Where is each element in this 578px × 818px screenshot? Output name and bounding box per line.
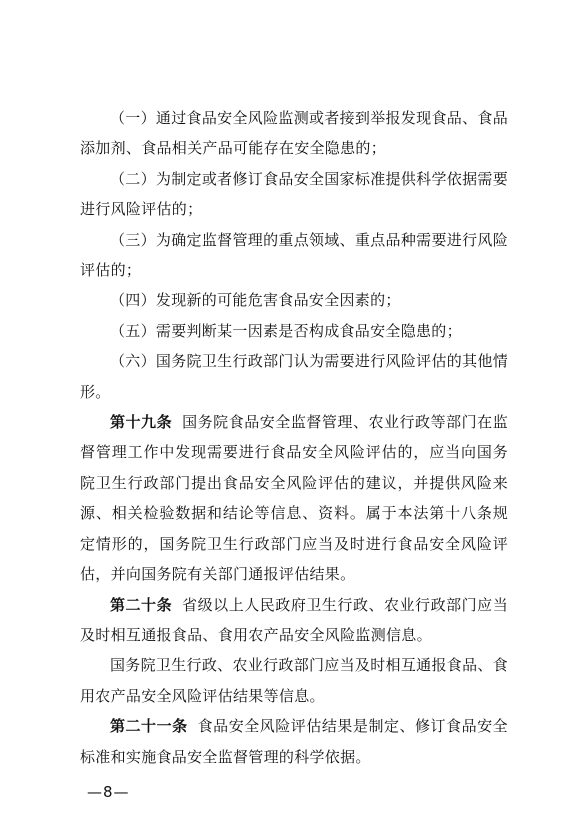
body-text xyxy=(80,103,508,772)
paragraph-text: 国务院卫生行政、农业行政部门应当及时相互通报食品、食用农产品安全风险评估结果等信息。 xyxy=(80,656,508,705)
paragraph-text: （四）发现新的可能危害食品安全因素的； xyxy=(110,291,401,310)
paragraph-text: （五）需要判断某一因素是否构成食品安全隐患的； xyxy=(110,321,462,340)
paragraph-text: （二）为制定或者修订食品安全国家标准提供科学依据需要进行风险评估的； xyxy=(80,169,508,219)
paragraph-text: （一）通过食品安全风险监测或者接到举报发现食品、食品添加剂、食品相关产品可能存在安全隐患的； xyxy=(80,109,508,158)
paragraph-item-2 xyxy=(80,164,508,225)
paragraph-item-1 xyxy=(80,103,508,164)
paragraph-text: （六）国务院卫生行政部门认为需要进行风险评估的其他情形。 xyxy=(80,352,508,401)
paragraph-text: 省级以上人民政府卫生行政、农业行政部门应当及时相互通报食品、食用农产品安全风险监测信息。 xyxy=(80,595,508,644)
page-number: —8— xyxy=(87,783,130,801)
article-20 xyxy=(80,590,508,651)
paragraph-item-5 xyxy=(80,316,508,346)
article-19 xyxy=(80,407,508,589)
paragraph-item-6 xyxy=(80,346,508,407)
article-21 xyxy=(80,711,508,772)
article-heading: 第十九条 xyxy=(110,413,173,432)
paragraph-text: （三）为确定监督管理的重点领域、重点品种需要进行风险评估的； xyxy=(80,230,508,280)
article-heading: 第二十一条 xyxy=(110,717,188,736)
article-heading: 第二十条 xyxy=(110,595,173,614)
paragraph-item-4 xyxy=(80,285,508,315)
paragraph-text: 食品安全风险评估结果是制定、修订食品安全标准和实施食品安全监督管理的科学依据。 xyxy=(80,717,508,766)
article-20-paragraph-2 xyxy=(80,650,508,711)
paragraph-item-3 xyxy=(80,225,508,286)
paragraph-text: 国务院食品安全监督管理、农业行政等部门在监督管理工作中发现需要进行食品安全风险评估的，应当向国务院卫生行政部门提出食品安全风险评估的建议，并提供风险来源、相关检验数据和结论等信息、资料。属于本法第十八条规定情形的，国务院卫生行政部门应当及时进行食品安全风险评估，并向国务院有关部门通报评估结果。 xyxy=(80,413,508,584)
